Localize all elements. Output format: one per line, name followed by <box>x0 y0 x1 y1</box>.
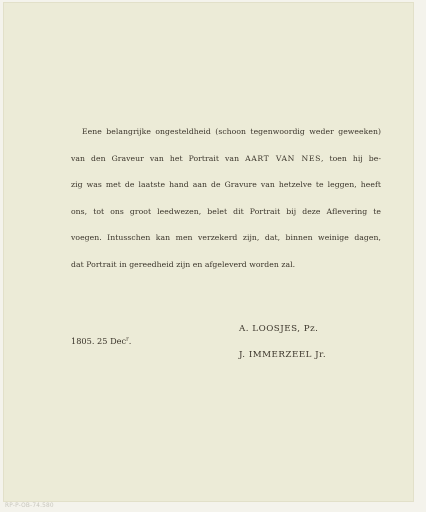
date-text: 1805. 25 Dec <box>71 336 127 346</box>
notice-text <box>71 119 381 278</box>
portrait-subject-name: AART VAN NES <box>245 153 321 163</box>
notice-line-1: Eene belangrijke ongesteldheid (schoon tegenwoordig weder geweeken) <box>82 127 381 136</box>
notice-line-6: dat Portrait in gereedheid zijn en afgeleverd worden zal. <box>71 259 296 269</box>
signatures <box>239 316 326 368</box>
date-trail: . <box>128 336 132 346</box>
notice-line-2-end: , toen hij be- <box>320 153 381 163</box>
date-superscript: r <box>126 336 129 343</box>
signature-loosjes: A. LOOSJES, Pz. <box>239 324 319 334</box>
document-sheet <box>3 2 414 502</box>
notice-line-5: voegen. Intusschen kan men verzekerd zijn, dat, binnen weinige dagen, <box>71 233 381 242</box>
collection-marker: RP-P-OB-74.580 <box>5 503 54 509</box>
notice-line-2-start: van den Graveur van het Portrait van <box>71 153 246 163</box>
notice-line-4: ons, tot ons groot leedwezen, belet dit Portrait bij deze Aflevering te <box>71 206 381 216</box>
notice-line-3: zig was met de laatste hand aan de Gravure van hetzelve te leggen, heeft <box>71 180 381 189</box>
notice-date <box>71 336 131 346</box>
notice-line-2 <box>71 146 381 173</box>
signature-immerzeel: J. IMMERZEEL Jr. <box>239 350 327 360</box>
